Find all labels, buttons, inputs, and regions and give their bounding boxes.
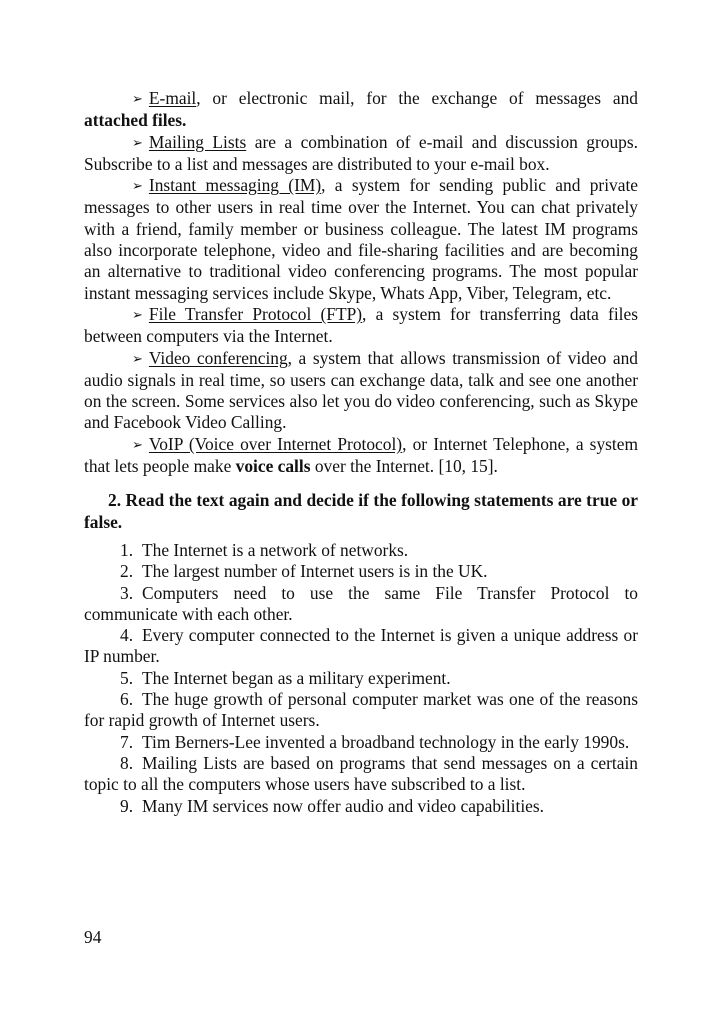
bullet-tail-text: over the Internet. [10, 15]. bbox=[310, 456, 498, 477]
bullet-text: , a system that allows transmission of video and audio signals in real time, so users can exchange data, talk and see one another on the screen. Some services also let you do video conferencing, such as Skype and Facebook Video Calling. bbox=[84, 347, 638, 433]
arrow-bullet-icon: ➢ bbox=[132, 92, 143, 107]
bullet-bold-text: attached files. bbox=[84, 110, 187, 131]
arrow-bullet-icon: ➢ bbox=[132, 351, 143, 367]
statement-text: Many IM services now offer audio and video capabilities. bbox=[142, 795, 545, 816]
bullet-mailing-lists bbox=[84, 132, 638, 176]
statement-number: 6. bbox=[120, 689, 134, 710]
bullet-text: are a combination of e-mail and discussion groups. Subscribe to a list and messages are distributed to your e-mail box. bbox=[84, 131, 638, 174]
statement-7 bbox=[84, 732, 638, 753]
statement-number: 4. bbox=[120, 625, 134, 646]
statement-text: The Internet began as a military experiment. bbox=[142, 667, 451, 688]
statement-text: Tim Berners-Lee invented a broadband technology in the early 1990s. bbox=[142, 731, 630, 752]
term-instant-messaging: Instant messaging (IM) bbox=[148, 175, 322, 196]
term-email: E-mail bbox=[148, 88, 197, 108]
statement-number: 3. bbox=[120, 582, 134, 603]
bullet-bold-text: voice calls bbox=[235, 456, 311, 477]
arrow-bullet-icon: ➢ bbox=[132, 437, 143, 453]
bullet-text: , a system for transferring data files between computers via the Internet. bbox=[84, 303, 638, 347]
term-video-conferencing: Video conferencing bbox=[148, 347, 288, 368]
statement-6 bbox=[84, 689, 638, 732]
statement-number: 7. bbox=[120, 731, 134, 752]
statement-text: The huge growth of personal computer market was one of the reasons for rapid growth of Internet users. bbox=[84, 689, 638, 731]
page-number: 94 bbox=[84, 927, 102, 947]
arrow-bullet-icon: ➢ bbox=[132, 307, 143, 323]
bullet-voip bbox=[84, 434, 638, 478]
statement-8 bbox=[84, 753, 638, 796]
bullet-email bbox=[84, 88, 638, 132]
term-ftp: File Transfer Protocol (FTP) bbox=[148, 303, 363, 324]
statement-text: Mailing Lists are based on programs that send messages on a certain topic to all the computers whose users have subscribed to a list. bbox=[84, 752, 638, 795]
bullet-text: , or Internet Telephone, a system that lets people make bbox=[84, 433, 638, 477]
arrow-bullet-icon: ➢ bbox=[132, 135, 143, 151]
bullet-text: , a system for sending public and private messages to other users in real time over the Internet. You can chat privately with a friend, family member or business colleague. The latest IM programs also incorporate telephone, video and file-sharing facilities and are becoming an alternative to traditional video conferencing programs. The most popular instant messaging services include Skype, Whats App, Viber, Telegram, etc. bbox=[84, 175, 638, 303]
arrow-bullet-icon: ➢ bbox=[132, 179, 143, 195]
statement-2 bbox=[84, 561, 638, 582]
statement-text: The largest number of Internet users is in the UK. bbox=[142, 561, 488, 582]
page-content bbox=[84, 88, 638, 817]
statement-number: 2. bbox=[120, 561, 134, 582]
bullet-video-conferencing bbox=[84, 348, 638, 434]
term-voip: VoIP (Voice over Internet Protocol) bbox=[148, 433, 403, 454]
bullet-ftp bbox=[84, 304, 638, 348]
bullet-text: , or electronic mail, for the exchange of messages and bbox=[196, 88, 638, 108]
statement-text: The Internet is a network of networks. bbox=[142, 539, 409, 560]
statement-number: 9. bbox=[120, 795, 134, 816]
statement-5 bbox=[84, 668, 638, 689]
statement-1 bbox=[84, 540, 638, 561]
statement-number: 8. bbox=[120, 752, 134, 773]
statement-text: Every computer connected to the Internet is given a unique address or IP number. bbox=[84, 625, 638, 667]
statement-text: Computers need to use the same File Transfer Protocol to communicate with each other. bbox=[84, 582, 638, 624]
statement-9 bbox=[84, 796, 638, 817]
bullet-instant-messaging bbox=[84, 175, 638, 304]
term-mailing-lists: Mailing Lists bbox=[148, 131, 247, 152]
statement-number: 5. bbox=[120, 667, 134, 688]
statement-4 bbox=[84, 625, 638, 668]
statement-number: 1. bbox=[120, 539, 134, 560]
task-heading: 2. Read the text again and decide if the following statements are true or false. bbox=[84, 490, 638, 532]
statement-3 bbox=[84, 583, 638, 626]
